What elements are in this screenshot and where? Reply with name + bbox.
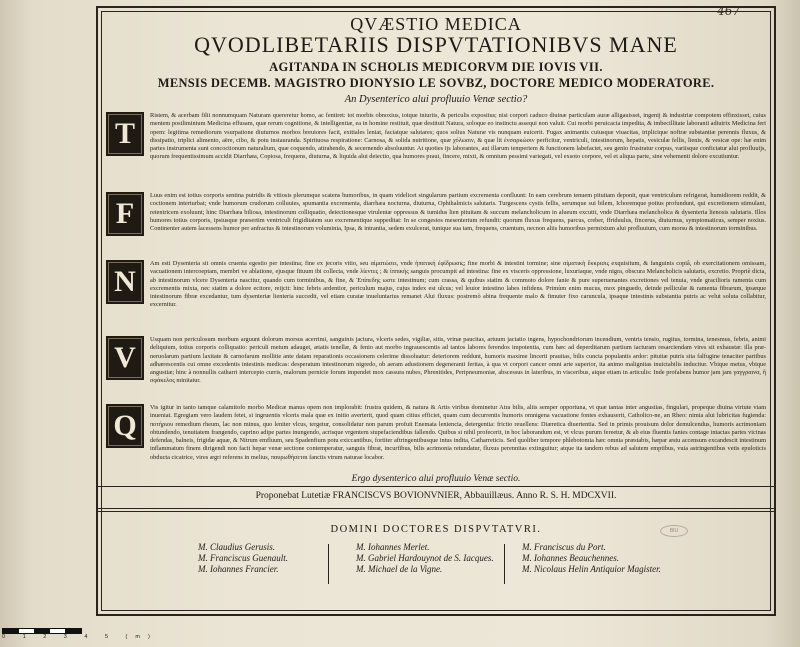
scale-label: 3 xyxy=(63,634,75,640)
title-line-3: AGITANDA IN SCHOLIS MEDICORVM DIE IOVIS VII. xyxy=(269,60,603,74)
doctor-name: M. Gabriel Hardouynot de S. Iacques. xyxy=(356,553,494,563)
page-number: 467 xyxy=(717,4,740,18)
doctors-heading: DOMINI DOCTORES DISPVTATVRI. xyxy=(330,524,542,535)
column-separator xyxy=(328,544,329,584)
doctors-column-3 xyxy=(522,542,661,575)
doctor-name: M. Claudius Gerusis. xyxy=(198,542,276,552)
paragraph-5 xyxy=(106,404,766,472)
paragraph-3 xyxy=(106,260,766,334)
question-line: An Dysenterico alui profluuio Venæ sectio? xyxy=(344,94,528,105)
library-stamp: BIU xyxy=(660,525,688,537)
doctors-column-2 xyxy=(356,542,494,575)
divider-rule xyxy=(98,508,774,509)
bordered-frame xyxy=(96,6,776,616)
scale-label: 4 xyxy=(84,634,96,640)
paragraph-text: Am esti Dysenteria sit omnis cruenta egestio per intestina; fine ex jecoris vitio, seu αἰματώσει, vnde ἡπατική ἐφίδρωσις; fine morbi & intestini tormine; sine αἱματικὴ ἔκκρισις exquisitum, & fanguinis copiâ, ob exercitationem omissam, vacuationem intercoeptam, membri ve ablatione, ejusque fituum ibi collecta, vnde λίεντες ; & ἱππικής sanguis procumpit ad intestina: fine ex visceris oppressione, luxuriaque, vnde nigra, obscura Melancholicis salutaris, excretio. Propriè dicta, ab intestinorum vlcere Dysenteria nascitur, quando cum torminibus, & fine, & Ἐπίπεδης ωστε intestinum; cum crassa, & quibus statim & commoto dolore fanie & pure superuenantes excretiones vel tenuia, vnde gracilioris ramenta cum excrementis mixta, nec statim a dolore ecitore, reijcit: hinc febris ardentior, periculum majus, cujus index est ulcus; vel leuior intestino labes infidens. Primùm enim mucus, mox pinguedo, deinde pelliculæ & ramenta fibrarum, ipsæque intestinorum fibræ excedantur, tum dysenteriæ lienteria succedit, vel etiam curatæ inueluntarius remanet Alui fluxus: postremò abina frequente malo & fimuter fixo caruncula, ipsaque intestinis substantia putris ac velut soluta collabitur, excernitur. xyxy=(150,260,766,309)
paragraph-2 xyxy=(106,192,766,258)
conclusion-line: Ergo dysenterico alui profluuio Venæ sectio. xyxy=(351,474,521,484)
paragraph-text: Usquam non periculosum morbum arguunt dolorum morsus acerrimi, sanguinis jactura, vlceris sedes, vigiliæ, sitis, vrinæ paucitas, artuum jactatio ingens, hypochondriorum incendium, ventris tensio, rugitus, tormina, tenesmus, febris, animi deliquium, totius corporis colliquatio: periculi metum adauget, ætatis tenellæ, & fenio aut morbo ingrauescentis ad tantos labores ferendos impotentia, cum hæc ad deperditarum partium iacturam resarciendam vires sit exhaustæ: illa præ-neruolarum partium laxitate & carnofarum mollitie ante datam reparationis occasionem celerime dissoluatur: deteriorem reddunt, humoris maxime lincerti prauitas, bilis cuncta populantis ardor: pituitæ putris sita falfugine tenaciter partibus adhærescentis cui omne excedentis intestinis medicas: desperatum intestinorum nigredo, ob aeram adustionem degeneranti feritas, à qua vt corpori cancer omni arte superior, ita animo malignitas inuictabilis inducitur. Vbique metus, vbique angustiæ; hinc à nonnullis catharri intercepto curris, malorum pernicie forum impendet mox cassura nubes, Phrenitides, Peripneumoniæ, abscessus in lateribus, in visceribus, atque etiam in articulis: Inde profabens humor jam jam γαγγραινα, ἢ σφάκελος minitatur. xyxy=(150,336,766,385)
doctor-name: M. Iohannes Merlet. xyxy=(356,542,430,552)
paragraph-text: Ristem, & acerbam filii nonnumquam Naturam quereretur homo, ac fentiret: tot morbis obnoxius, totque iniuriis, & periculis expositus; nisi corpori caduco diuinæ particulam auræ alligauisset, ingenij & industriæ compotem effinxisset, cuius mentem postliminium Medicina effusam, quæ rerum cognitione, & intelligentiæ, ea in homine restituit, quæ destituit Natura, soloque eo instinctu assequi non valuit. Cui morbi peruicacia impedita, & imbecillitate laboranti adiutrix Medicina fert opem: legitima remediorum vsurpatione diuturnos morbos breuiores facit, exitiales leniat, faciatque salutares; quos solius Naturæ vis nunquam euicerit. Fugax animantis cuiusque viuacitas, triplicique noftræ substantiæ perennis fluxus, & dissipatio, triplici alimento, aëre, cibo, & potu instauranda. Spirituosa respiratione: Carnosa, & solida nutritione, quæ χόλωσιν, & quæ lit ἑνσαρκώσιν perficitur, ventriculi, intestinorum, hepatis, vesiculæ fellis, lienis, & vesicæ ope: hæ enim partes instrumenta sunt concoctionum naturalium, quæ coquendo, attrahendo, & secernendo absoluuntur. At quoties ijs laborantes, aut illarum temperiem & functionem labefactet, seu genio frustratur corpus, variisque confictatur alui profluuijs, quorum frequentissimum accidit Diarrhæa, Copiosa, frequens, diuturna, & liquida alui deiectio, qua humores praui, fincere, mixti, & omnium pessimi variegati, vel exsoto corpore, vel et aliqua parte, sine vehementi dolore excutiuntur. xyxy=(150,112,766,161)
decorated-initial: Q xyxy=(106,404,144,448)
paragraph-1 xyxy=(106,112,766,190)
divider-rule xyxy=(98,486,774,487)
scale-bar xyxy=(2,628,158,642)
scale-label: 5 (m) xyxy=(104,634,158,640)
scale-segment xyxy=(34,629,50,633)
doctor-name: M. Michael de la Vigne. xyxy=(356,564,443,574)
thesis-body xyxy=(106,112,766,472)
decorated-initial: N xyxy=(106,260,144,304)
title-line-2: QVODLIBETARIIS DISPVTATIONIBVS MANE xyxy=(194,32,678,57)
scale-label: 0 xyxy=(2,634,14,640)
respondent-line: Proponebat Lutetiæ FRANCISCVS BOVIONVNIER, Abbauillæus. Anno R. S. H. MDCXVII. xyxy=(255,491,617,501)
paragraph-4 xyxy=(106,336,766,402)
doctor-name: M. Iohannes Beauchennes. xyxy=(522,553,619,563)
decorated-initial: F xyxy=(106,192,144,236)
doctor-name: M. Nicolaus Helin Antiquior Magister. xyxy=(522,564,661,574)
title-line-1: QVÆSTIO MEDICA xyxy=(350,14,522,34)
paragraph-text: Luus enim est totius corporis sentina putridis & vitiosis plerumque scatens humoribus, in quam videlicet singularum partium excrementa confluunt: In eam cerebrum tenuem pituitam deponit, quæ ventriculum refrigerat, humidiorem reddit, & coctionem interturbat; vnde humorum crudorum colluuies, spumantia excrementa, diarrhæa nocturna, diuturna, Ophthalmicis salutaris. Turgescens cystis fellis, serumque sui bilem, Ichoremque potius profundunt, qui excretionem stimulant, retentricem exoluunt; hinc Diarrhæa biliosa, intestinorum colliquatio, deiectionesque virulentæ oppressus & tumidus lien pituitam & succum melancholicum in alueum excutit, vnde Diarrhæa melancholica & dysenteria lienosis salutaris. Illos humores totius corporis, ipsiusque præsertim ventriculi frigiditatem suo excrementique suppeditat: In se congestos mesenterium refundit: quorum fluxus frequens, parcus, creber, ffriduulus, fincerus, diuturnus, symptomaticus, semper noxius. Continenter autem lacessens humor per anfractus & intestinorum voluminia, Ipsa, & intrantia, sedem exulcerat, tunique sua tam, frequens, cruentum, necnon aliis humoribus permixtum alui profluuium, cum morsu & intestinorum torminibus. xyxy=(150,192,766,233)
paragraph-text: Vis igitur in tanto tamque calamitofo morbo Medicæ manus opem non implorabit: frustra quidem, & natura & Artis viribus dominetur Atra bilis, aliis semper opportuna, vt quæ tantas inter angustias, fingulari, propeque diuina virtute viam inueniat. Egregiam vero laudem fetet, si ingruentis vlceris mala quæ ex initio averterit, quod quam citius efficiet, quam cum decurrentis humoris omnigena vacuatione fontes exhauserit, Catholico-ne, an Rheo: nimia alui lubricitas fugienda: ποτήριου remedium rheum, lac non minus, quo leniter vlcus, tergetur, consolidatur non parum profuit Enemata leniencia, detergentia: frictio reuellens: Diæretica diuertentia. Sed in primis prouisum dolor demulcendus, humoris acrimoniam obtundendo, tenuitatem frangendo, caprino adipe partes inungendo, acrisque vrgentem stupefaciendibus fallendo. Quibus si nihil profecerit, in hoc laborandum est, vt vlcus purum fereetur, & ab eius fluentis fanies contage intactas partes vicinas defendas, balneis, frigidæ aquæ, & Nitrum emfluum, seu Spadenfium potu exiccantibus, fortiter aftringentibusque intus indita, Catharreticis. Sed quoliber tempore phlebotomia hæc omnia præstabis, hæpar æstu accensum excandescit intestinum inflammatum finem dirigendi non facit hepar venæ sectione contemperatur, sanguis fibrat, incurfibus, bilis acrimonia retundatur, fluxus perennitas extinguitur; atque ita tandem rebus ad salutem emptibus, vuia astringentibus vetis epuloticis obducta cicatrice, vires ægri referens in melius, παυρωθήσεται fanctis vtrum naturae locabor. xyxy=(150,404,766,461)
title-line-4: MENSIS DECEMB. MAGISTRO DIONYSIO LE SOVBZ, DOCTORE MEDICO MODERATORE. xyxy=(157,76,715,90)
column-separator xyxy=(504,544,505,584)
scale-segment xyxy=(65,629,81,633)
scale-segment xyxy=(3,629,19,633)
scale-label: 1 xyxy=(22,634,34,640)
decorated-initial: T xyxy=(106,112,144,156)
scale-label: 2 xyxy=(43,634,55,640)
decorated-initial: V xyxy=(106,336,144,380)
doctors-column-1 xyxy=(198,542,288,575)
divider-rule xyxy=(98,511,774,512)
doctor-name: M. Franciscus du Port. xyxy=(522,542,606,552)
doctor-name: M. Iohannes Francier. xyxy=(198,564,279,574)
doctor-name: M. Franciscus Guenault. xyxy=(198,553,288,563)
scale-labels xyxy=(2,634,158,640)
